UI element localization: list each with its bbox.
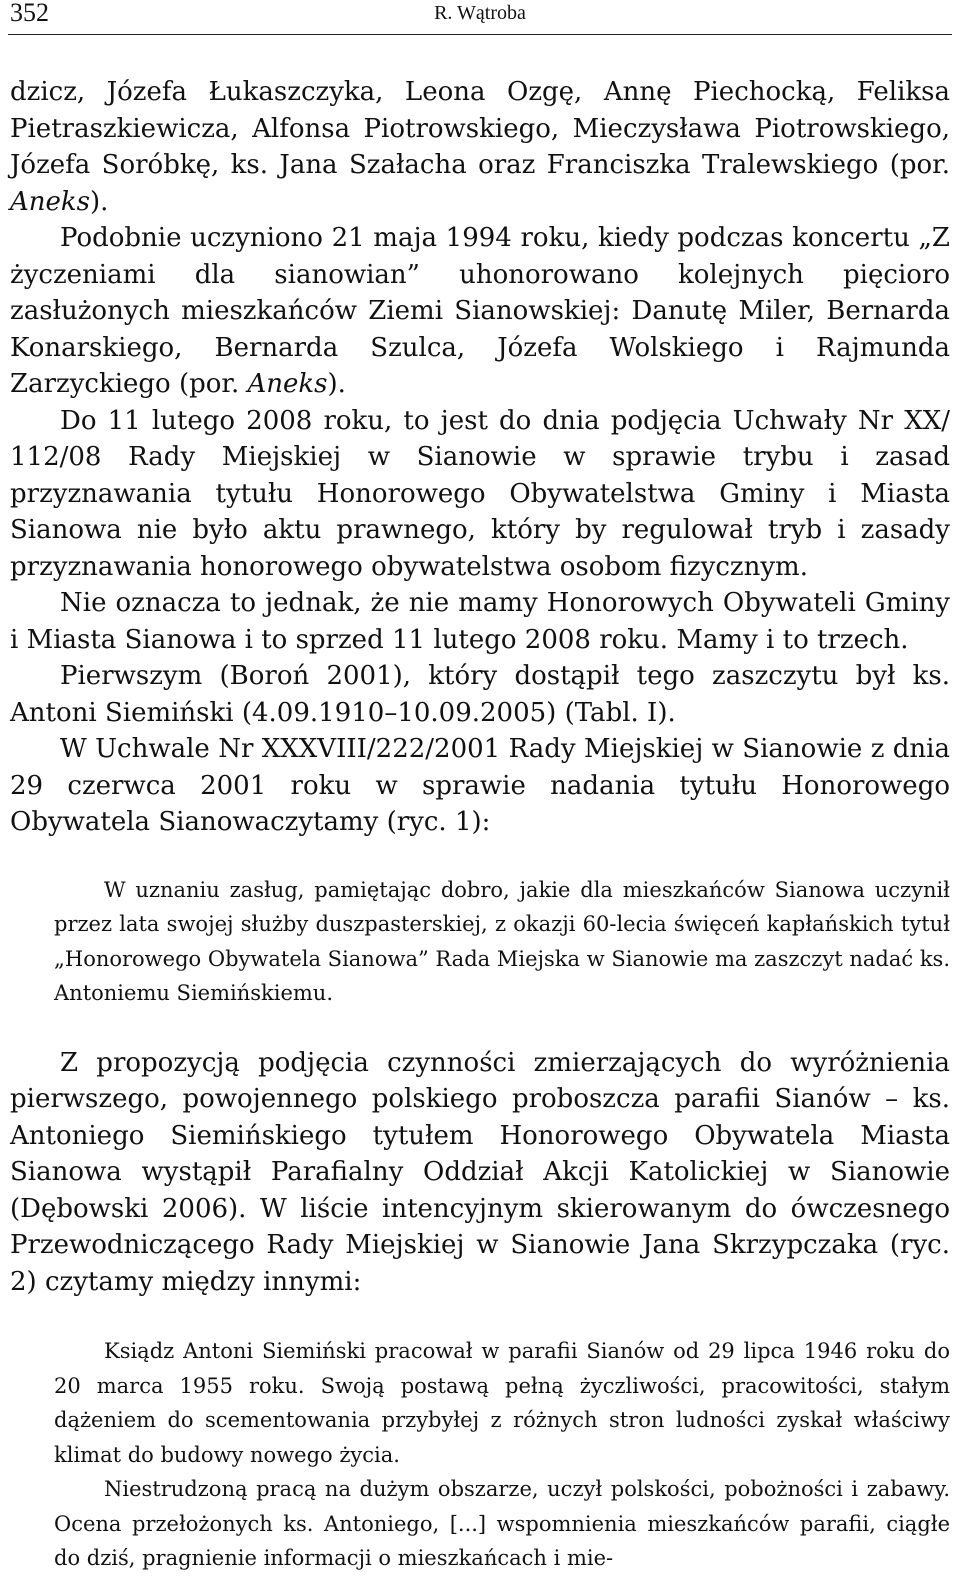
quote-1-text: W uznaniu zasług, pamiętając dobro, jakie dla mieszkańców Sianowa uczynił przez lata swojej służby duszpasterskiej, z okazji 60-lecia święceń kapłańskich tytuł „Honorowego Obywatela Sianowa” Rada Miejska w Sianowie ma zaszczyt nadać ks. Antoniemu Siemińskiemu. — [54, 877, 950, 1005]
quote-2-paragraph-2: Niestrudzoną pracą na dużym obszarze, uczył polskości, pobożności i zabawy. Ocena przełożonych ks. Antoniego, [...] wspomnienia mieszkańców parafii, ciągłe do dziś, pragnienie informacji o mieszkańcach i mie- — [54, 1477, 950, 1570]
paragraph-1 — [10, 74, 950, 220]
paragraph-2-italic: Aneks — [247, 369, 328, 399]
paragraph-2 — [10, 220, 950, 403]
block-quote-1 — [54, 873, 950, 1011]
paragraph-6: W Uchwale Nr XXXVIII/222/2001 Rady Miejskiej w Sianowie z dnia 29 czerwca 2001 roku w sprawie nadania tytułu Honorowego Obywatela Sianowaczytamy (ryc. 1): — [10, 734, 950, 837]
paragraph-1-text: dzicz, Józefa Łukaszczyka, Leona Ozgę, Annę Piechocką, Feliksa Pietraszkiewicza, Alfonsa Piotrowskiego, Mieczysława Piotrowskiego, Józefa Soróbkę, ks. Jana Szałacha oraz Franciszka Tralewskiego (por. — [10, 77, 950, 180]
paragraph-4: Nie oznacza to jednak, że nie mamy Honorowych Obywateli Gminy i Miasta Sianowa i to sprzed 11 lutego 2008 roku. Mamy i to trzech. — [10, 588, 950, 655]
paragraph-2-text: Podobnie uczyniono 21 maja 1994 roku, kiedy podczas koncertu „Z życzeniami dla sianowian” uhonorowano kolejnych pięcioro zasłużonych mieszkańców Ziemi Sianowskiej: Danutę Miler, Bernarda Konarskiego, Bernarda Szulca, Józefa Wolskiego i Rajmunda Zarzyckiego (por. — [10, 223, 950, 399]
page-number: 352 — [10, 0, 49, 27]
paragraph-3: Do 11 lutego 2008 roku, to jest do dnia podjęcia Uchwały Nr XX/ 112/08 Rady Miejskiej w Sianowie w sprawie trybu i zasad przyznawania tytułu Honorowego Obywatelstwa Gminy i Miasta Sianowa nie było aktu prawnego, który by regulował tryb i zasady przyznawania honorowego obywatelstwa osobom fizycznym. — [10, 405, 950, 582]
paragraph-7: Z propozycją podjęcia czynności zmierzających do wyróżnienia pierwszego, powojennego polskiego proboszcza parafii Sianów – ks. Antoniego Siemińskiego tytułem Honorowego Obywatela Miasta Sianowa wystąpił Parafialny Oddział Akcji Katolickiej w Sianowie (Dębowski 2006). W liście intencyjnym skierowanym do ówczesnego Przewodniczącego Rady Miejskiej w Sianowie Jana Skrzypczaka (ryc. 2) czytamy między innymi: — [10, 1047, 950, 1297]
paragraph-1-italic: Aneks — [10, 186, 91, 217]
paragraph-2-end: ). — [327, 369, 346, 399]
paragraph-1-end: ). — [90, 186, 109, 217]
page-body — [10, 74, 950, 1576]
quote-2-paragraph-1: Ksiądz Antoni Siemiński pracował w parafii Sianów od 29 lipca 1946 roku do 20 marca 1955 roku. Swoją postawą pełną życzliwości, pracowitości, stałym dążeniem do scementowania przybyłej z różnych stron ludności zyskał właściwy klimat do budowy nowego życia. — [54, 1339, 950, 1467]
block-quote-2 — [54, 1334, 950, 1576]
paragraph-5: Pierwszym (Boroń 2001), który dostąpił tego zaszczytu był ks. Antoni Siemiński (4.09.1910–10.09.2005) (Tabl. I). — [10, 661, 950, 728]
running-head: R. Wątroba — [434, 2, 526, 24]
page-header — [8, 0, 952, 35]
